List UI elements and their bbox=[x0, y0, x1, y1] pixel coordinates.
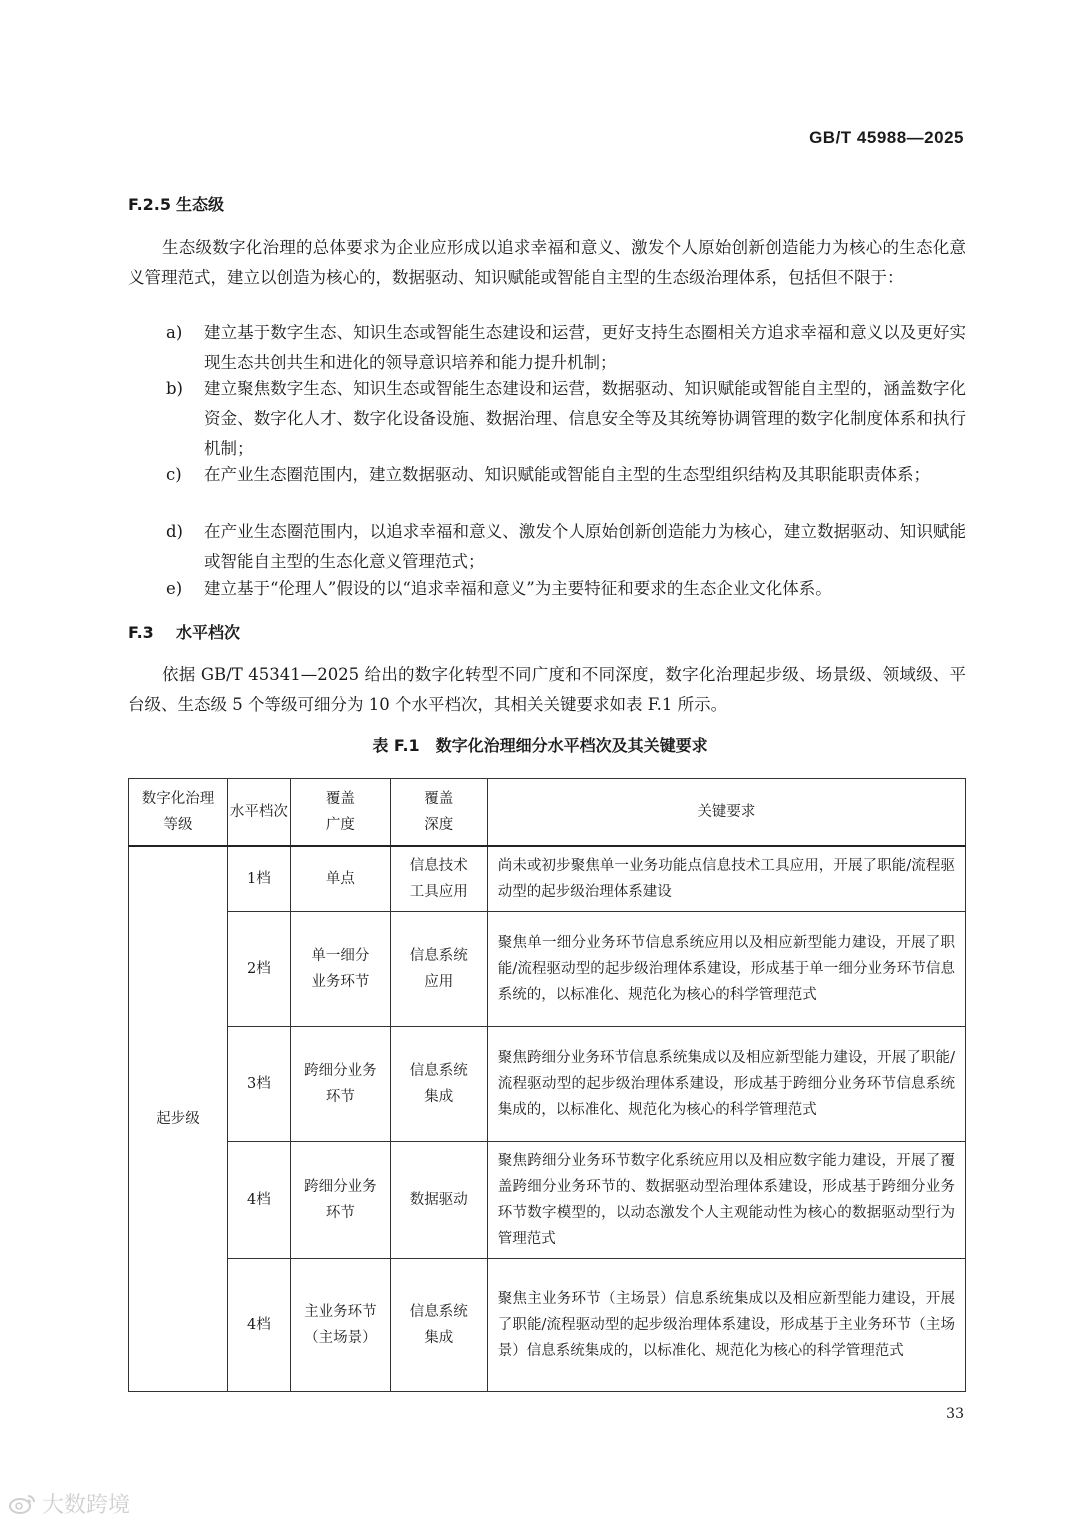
breadth-cell: 主业务环节（主场景） bbox=[290, 1259, 390, 1392]
requirement-cell: 聚焦主业务环节（主场景）信息系统集成以及相应新型能力建设，开展了职能/流程驱动型的起步级治理体系建设，形成基于主业务环节（主场景）信息系统集成的，以标准化、规范化为核心的科学管理范式 bbox=[487, 1259, 965, 1392]
list-text: 建立聚焦数字生态、知识生态或智能生态建设和运营，数据驱动、知识赋能或智能自主型的，涵盖数字化资金、数字化人才、数字化设备设施、数据治理、信息安全等及其统筹协调管理的数字化制度体系和执行机制； bbox=[204, 379, 966, 458]
list-item-d bbox=[166, 517, 966, 577]
section-f25-intro: 生态级数字化治理的总体要求为企业应形成以追求幸福和意义、激发个人原始创新创造能力为核心的生态化意义管理范式，建立以创造为核心的，数据驱动、知识赋能或智能自主型的生态级治理体系，包括但不限于： bbox=[128, 238, 966, 287]
weibo-logo-icon bbox=[8, 1493, 36, 1515]
list-text: 建立基于数字生态、知识生态或智能生态建设和运营，更好支持生态圈相关方追求幸福和意义以及更好实现生态共创共生和进化的领导意识培养和能力提升机制； bbox=[204, 323, 966, 372]
requirement-cell: 聚焦单一细分业务环节信息系统应用以及相应新型能力建设，开展了职能/流程驱动型的起步级治理体系建设，形成基于单一细分业务环节信息系统的，以标准化、规范化为核心的科学管理范式 bbox=[487, 912, 965, 1027]
breadth-cell: 单点 bbox=[290, 846, 390, 912]
section-title: 生态级 bbox=[176, 195, 225, 214]
header-requirements: 关键要求 bbox=[487, 779, 965, 847]
table-row bbox=[129, 846, 966, 912]
section-f3-intro: 依据 GB/T 45341—2025 给出的数字化转型不同广度和不同深度，数字化治理起步级、场景级、领域级、平台级、生态级 5 个等级可细分为 10 个水平档次，其相关关键要求如表 F.1 所示。 bbox=[128, 665, 966, 714]
list-item-a bbox=[166, 318, 966, 378]
header-level: 数字化治理等级 bbox=[129, 779, 228, 847]
table-row bbox=[129, 1027, 966, 1142]
list-item-c bbox=[166, 460, 966, 490]
group-level-cell: 起步级 bbox=[129, 846, 228, 1392]
depth-cell: 信息技术工具应用 bbox=[390, 846, 487, 912]
depth-cell: 信息系统集成 bbox=[390, 1259, 487, 1392]
section-number: F.3 bbox=[128, 623, 154, 642]
tier-cell: 4档 bbox=[227, 1142, 290, 1259]
table-row bbox=[129, 1259, 966, 1392]
section-title: 水平档次 bbox=[176, 623, 241, 642]
list-marker: b) bbox=[166, 379, 183, 398]
tier-cell: 3档 bbox=[227, 1027, 290, 1142]
list-marker: a) bbox=[166, 323, 183, 342]
standard-number: GB/T 45988—2025 bbox=[809, 128, 964, 147]
list-text: 在产业生态圈范围内，以追求幸福和意义、激发个人原始创新创造能力为核心，建立数据驱动、知识赋能或智能自主型的生态化意义管理范式； bbox=[204, 522, 966, 571]
tier-cell: 1档 bbox=[227, 846, 290, 912]
list-marker: d) bbox=[166, 522, 183, 541]
breadth-cell: 跨细分业务环节 bbox=[290, 1027, 390, 1142]
requirement-cell: 聚焦跨细分业务环节数字化系统应用以及相应数字能力建设，开展了覆盖跨细分业务环节的、数据驱动型治理体系建设，形成基于跨细分业务环节数字模型的，以动态激发个人主观能动性为核心的数据驱动型行为管理范式 bbox=[487, 1142, 965, 1259]
table-row bbox=[129, 1142, 966, 1259]
section-heading-f3 bbox=[128, 620, 240, 643]
breadth-cell: 跨细分业务环节 bbox=[290, 1142, 390, 1259]
depth-cell: 信息系统集成 bbox=[390, 1027, 487, 1142]
list-item-e bbox=[166, 574, 966, 604]
watermark bbox=[8, 1488, 130, 1519]
page-number: 33 bbox=[946, 1406, 964, 1422]
table-caption: 表 F.1 数字化治理细分水平档次及其关键要求 bbox=[372, 736, 708, 755]
table-header-row bbox=[129, 779, 966, 847]
list-item-b bbox=[166, 374, 966, 464]
breadth-cell: 单一细分业务环节 bbox=[290, 912, 390, 1027]
list-marker: c) bbox=[166, 465, 182, 484]
list-marker: e) bbox=[166, 579, 183, 598]
requirement-cell: 尚未或初步聚焦单一业务功能点信息技术工具应用，开展了职能/流程驱动型的起步级治理体系建设 bbox=[487, 846, 965, 912]
header-tier: 水平档次 bbox=[227, 779, 290, 847]
list-text: 建立基于“伦理人”假设的以“追求幸福和意义”为主要特征和要求的生态企业文化体系。 bbox=[204, 579, 832, 598]
requirement-cell: 聚焦跨细分业务环节信息系统集成以及相应新型能力建设，开展了职能/流程驱动型的起步级治理体系建设，形成基于跨细分业务环节信息系统集成的，以标准化、规范化为核心的科学管理范式 bbox=[487, 1027, 965, 1142]
header-depth: 覆盖深度 bbox=[390, 779, 487, 847]
header-breadth: 覆盖广度 bbox=[290, 779, 390, 847]
list-text: 在产业生态圈范围内，建立数据驱动、知识赋能或智能自主型的生态型组织结构及其职能职责体系； bbox=[204, 465, 930, 484]
section-number: F.2.5 bbox=[128, 195, 171, 214]
tier-cell: 4档 bbox=[227, 1259, 290, 1392]
table-row bbox=[129, 912, 966, 1027]
watermark-text: 大数跨境 bbox=[42, 1493, 131, 1518]
depth-cell: 数据驱动 bbox=[390, 1142, 487, 1259]
section-heading-f25 bbox=[128, 192, 224, 215]
tier-cell: 2档 bbox=[227, 912, 290, 1027]
requirements-table bbox=[128, 778, 966, 1392]
depth-cell: 信息系统应用 bbox=[390, 912, 487, 1027]
